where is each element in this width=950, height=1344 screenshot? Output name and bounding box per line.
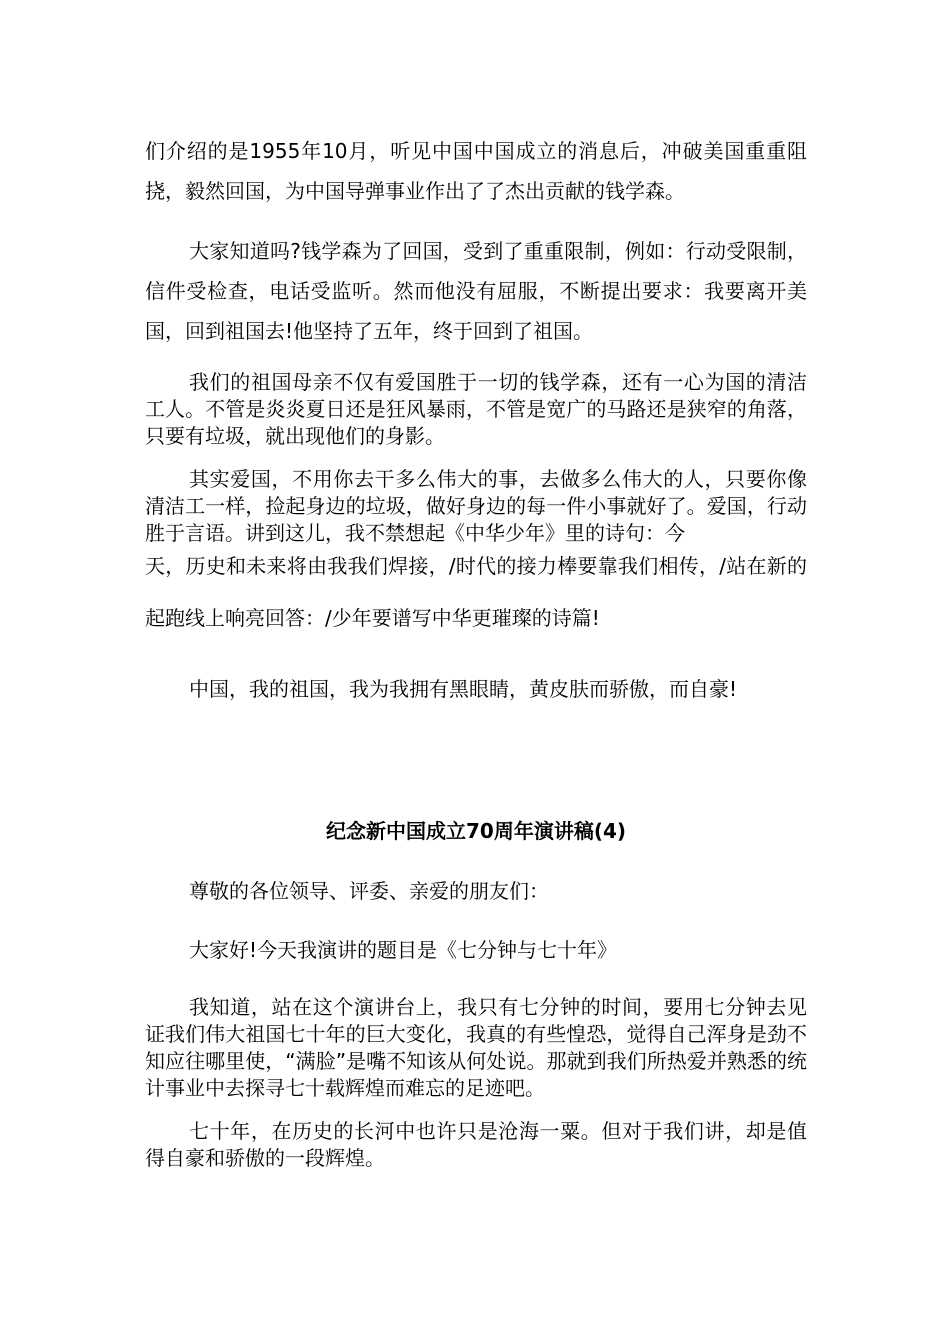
- paragraph-salutation: 尊敬的各位领导、评委、亲爱的朋友们：: [189, 879, 549, 903]
- paragraph-closing: 中国，我的祖国，我为我拥有黑眼睛，黄皮肤而骄傲，而自豪!: [189, 677, 738, 701]
- paragraph-cleaners: 我们的祖国母亲不仅有爱国胜于一切的钱学森，还有一心为国的清洁工人。不管是炎炎夏日还是狂风暴雨，不管是宽广的马路还是狭窄的角落，只要有垃圾，就出现他们的身影。: [145, 370, 807, 448]
- paragraph-speech-topic: 大家好!今天我演讲的题目是《七分钟与七十年》: [189, 938, 618, 962]
- section-title: 纪念新中国成立70周年演讲稿(4): [325, 819, 627, 843]
- paragraph-seven-minutes: 我知道，站在这个演讲台上，我只有七分钟的时间，要用七分钟去见证我们伟大祖国七十年的巨大变化，我真的有些惶恐，觉得自己浑身是劲不知应往哪里使，“满脸”是嘴不知该从何处说。那就到我们所热爱并熟悉的统计事业中去探寻七十载辉煌而难忘的足迹吧。: [145, 995, 807, 1100]
- paragraph-qian-xuesen-intro: 们介绍的是1955年10月，听见中国中国成立的消息后，冲破美国重重阻挠，毅然回国，为中国导弹事业作出了了杰出贡献的钱学森。: [145, 139, 807, 203]
- paragraph-qian-xuesen-return: 大家知道吗?钱学森为了回国，受到了重重限制，例如：行动受限制，信件受检查，电话受监听。然而他没有屈服，不断提出要求：我要离开美国，回到祖国去!他坚持了五年，终于回到了祖国。: [145, 239, 807, 343]
- paragraph-seventy-years: 七十年，在历史的长河中也许只是沧海一粟。但对于我们讲，却是值得自豪和骄傲的一段辉煌。: [145, 1119, 807, 1170]
- paragraph-patriotism-action: 其实爱国，不用你去干多么伟大的事，去做多么伟大的人，只要你像清洁工一样，捡起身边的垃圾，做好身边的每一件小事就好了。爱国，行动胜于言语。讲到这儿，我不禁想起《中华少年》里的诗句：今: [145, 467, 807, 545]
- paragraph-poem-lines: 天，历史和未来将由我我们焊接，/时代的接力棒要靠我们相传，/站在新的起跑线上响亮回答：/少年要谱写中华更璀璨的诗篇!: [145, 554, 807, 630]
